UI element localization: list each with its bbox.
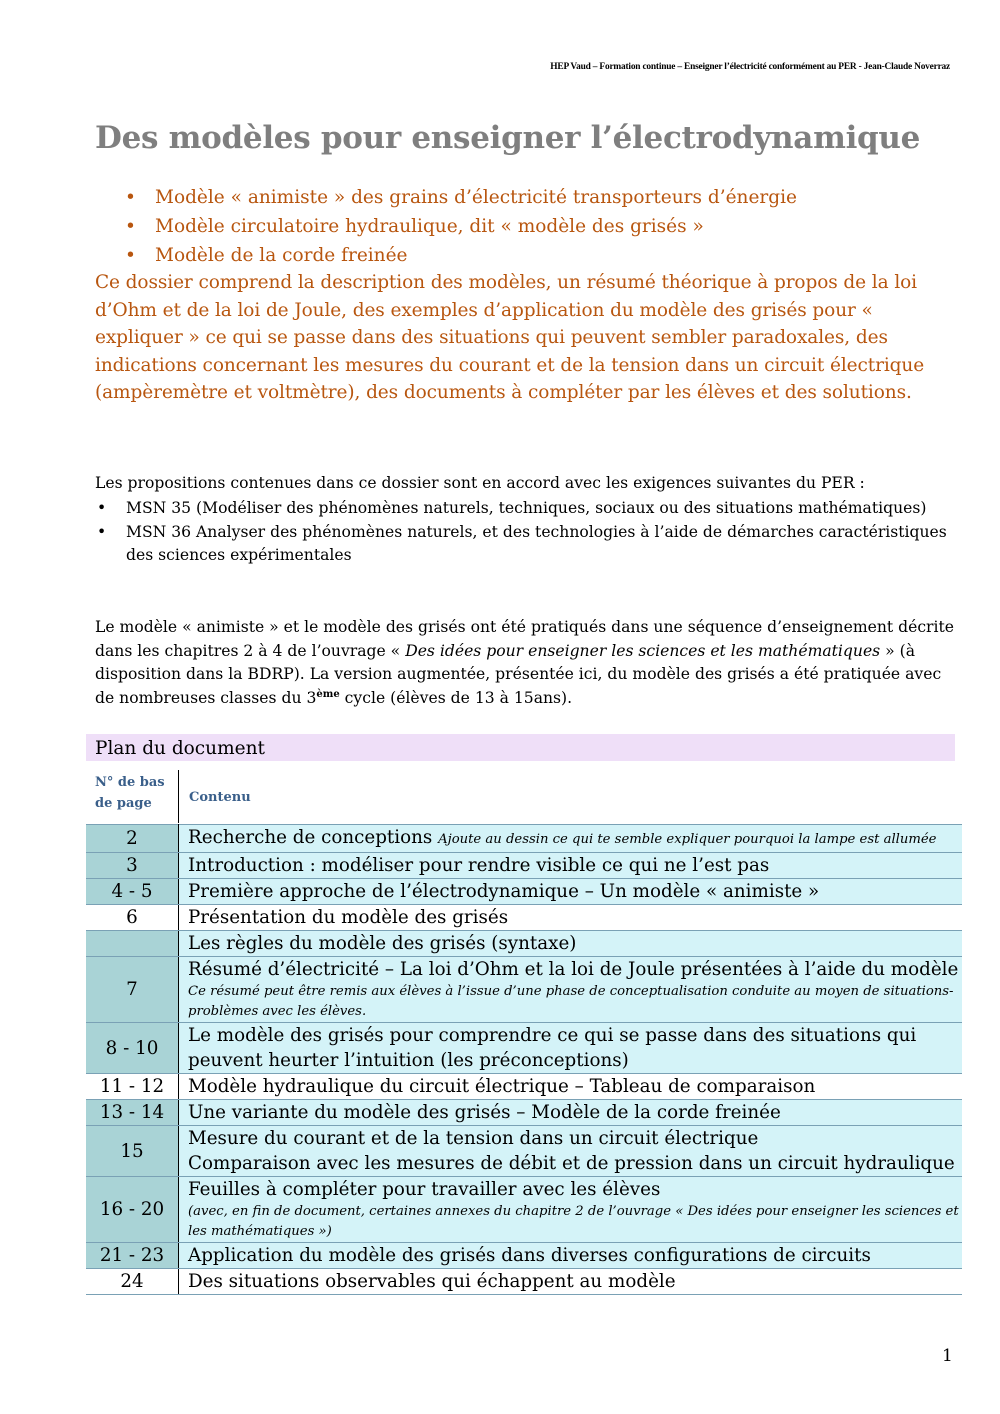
models-list (125, 183, 797, 270)
running-header: HEP Vaud – Formation continue – Enseigner l’électricité conformément au PER - Jean-Claude Noverraz (550, 62, 950, 72)
content-cell: Application du modèle des grisés dans diverses configurations de circuits (179, 1243, 963, 1269)
page-cell: 16 - 20 (86, 1177, 179, 1243)
context-text-3: cycle (élèves de 13 à 15ans). (339, 688, 573, 707)
page-cell: 4 - 5 (86, 879, 179, 905)
row-text-2: Comparaison avec les mesures de débit et de pression dans un circuit hydraulique (188, 1153, 955, 1174)
row-note: Ce résumé peut être remis aux élèves à l’issue d’une phase de conceptualisation conduite au moyen de situations-problèmes avec les élèves. (188, 984, 954, 1019)
table-row (86, 1126, 962, 1177)
requirement-item: • MSN 36 Analyser des phénomènes naturels, et des technologies à l’aide de démarches caractéristiques des sciences expérimentales (95, 521, 955, 568)
row-text: Mesure du courant et de la tension dans un circuit électrique (188, 1128, 759, 1149)
page-cell: 24 (86, 1269, 179, 1295)
page-cell: 21 - 23 (86, 1243, 179, 1269)
model-item: • Modèle « animiste » des grains d’électricité transporteurs d’énergie (125, 183, 797, 212)
page-cell (86, 931, 179, 957)
content-cell: Une variante du modèle des grisés – Modèle de la corde freinée (179, 1100, 963, 1126)
requirements-intro: Les propositions contenues dans ce dossier sont en accord avec les exigences suivantes du PER : (95, 474, 865, 492)
book-title: Des idées pour enseigner les sciences et les mathématiques (405, 641, 881, 660)
table-row (86, 825, 962, 853)
table-row (86, 1074, 962, 1100)
table-row (86, 1269, 962, 1295)
table-row (86, 1023, 962, 1074)
content-cell (179, 1177, 963, 1243)
model-item: • Modèle de la corde freinée (125, 241, 797, 270)
content-cell: Introduction : modéliser pour rendre visible ce qui ne l’est pas (179, 853, 963, 879)
page-cell: 11 - 12 (86, 1074, 179, 1100)
page-number: 1 (942, 1346, 953, 1366)
intro-paragraph: Ce dossier comprend la description des modèles, un résumé théorique à propos de la loi d’Ohm et de la loi de Joule, des exemples d’application du modèle des grisés pour « expliquer » ce qui se passe dans des situations qui peuvent sembler paradoxales, des indications concernant les mesures du courant et de la tension dans un circuit électrique (ampèremètre et voltmètre), des documents à compléter par les élèves et des solutions. (95, 272, 925, 403)
page-cell: 3 (86, 853, 179, 879)
row-text: Feuilles à compléter pour travailler avec les élèves (188, 1179, 661, 1200)
page-title: Des modèles pour enseigner l’électrodynamique (95, 120, 921, 156)
table-row (86, 931, 962, 957)
column-header-content: Contenu (189, 790, 251, 805)
table-row (86, 1100, 962, 1126)
page-cell: 6 (86, 905, 179, 931)
row-text: Résumé d’électricité – La loi d’Ohm et la loi de Joule présentées à l’aide du modèle (188, 959, 959, 980)
content-cell: Présentation du modèle des grisés (179, 905, 963, 931)
plan-heading: Plan du document (86, 734, 955, 761)
requirements-list (95, 497, 955, 568)
content-cell: Modèle hydraulique du circuit électrique – Tableau de comparaison (179, 1074, 963, 1100)
content-cell: Les règles du modèle des grisés (syntaxe) (179, 931, 963, 957)
context-text-2: » (à disposition dans la BDRP). La version augmentée, présentée ici, du modèle des grisés a été pratiquée avec de nombreuses classes du 3 (95, 641, 942, 707)
row-note: (avec, en fin de document, certaines annexes du chapitre 2 de l’ouvrage « Des idées pour enseigner les sciences et les mathématiques ») (188, 1204, 959, 1239)
row-note: Ajoute au dessin ce qui te semble expliquer pourquoi la lampe est allumée (438, 832, 937, 847)
column-header-page: N° de bas de page (95, 775, 165, 811)
table-row (86, 905, 962, 931)
page-cell: 15 (86, 1126, 179, 1177)
column-divider (178, 770, 179, 823)
page-cell: 7 (86, 957, 179, 1023)
content-cell (179, 1126, 963, 1177)
table-row (86, 879, 962, 905)
plan-table (86, 824, 962, 1295)
content-cell: Des situations observables qui échappent au modèle (179, 1269, 963, 1295)
context-paragraph (95, 616, 955, 710)
table-row (86, 1177, 962, 1243)
content-cell: Le modèle des grisés pour comprendre ce qui se passe dans des situations qui peuvent heurter l’intuition (les préconceptions) (179, 1023, 963, 1074)
context-text-1: Le modèle « animiste » et le modèle des grisés ont été pratiqués dans une séquence d’enseignement décrite dans les chapitres 2 à 4 de l’ouvrage « (95, 618, 954, 660)
superscript: ème (316, 688, 340, 700)
content-cell (179, 957, 963, 1023)
table-row (86, 1243, 962, 1269)
page-cell: 2 (86, 825, 179, 853)
page-cell: 13 - 14 (86, 1100, 179, 1126)
page-cell: 8 - 10 (86, 1023, 179, 1074)
table-row (86, 853, 962, 879)
model-item: • Modèle circulatoire hydraulique, dit « modèle des grisés » (125, 212, 797, 241)
table-row (86, 957, 962, 1023)
content-cell: Première approche de l’électrodynamique – Un modèle « animiste » (179, 879, 963, 905)
row-text: Recherche de conceptions (188, 827, 439, 848)
content-cell (179, 825, 963, 853)
requirement-item: • MSN 35 (Modéliser des phénomènes naturels, techniques, sociaux ou des situations mathématiques) (95, 497, 955, 521)
